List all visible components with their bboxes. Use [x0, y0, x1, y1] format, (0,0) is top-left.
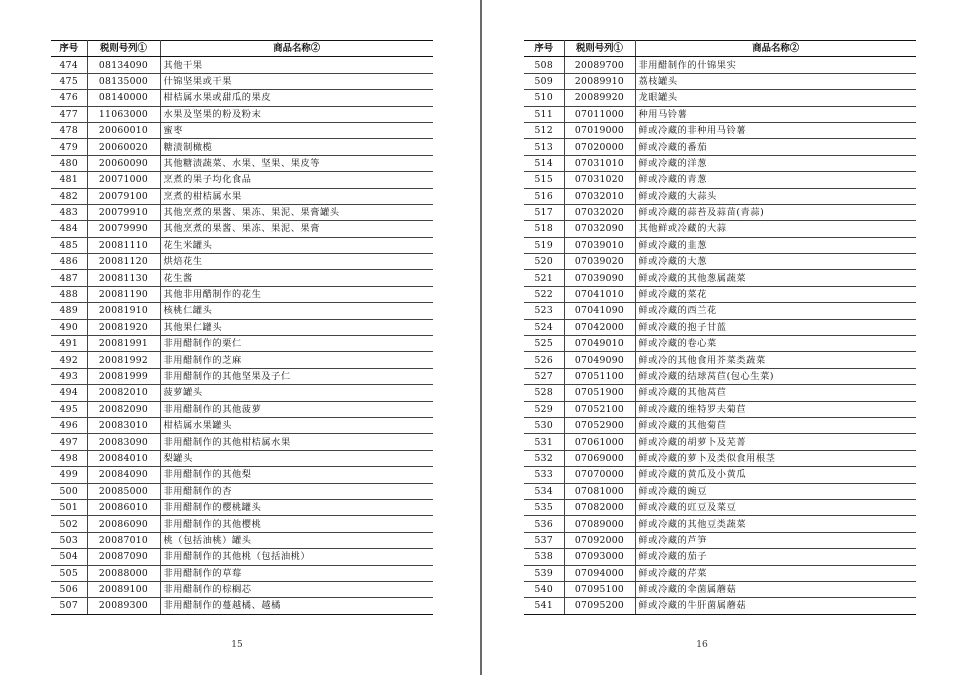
table-row [524, 221, 916, 237]
row-tariff-code: 07082000 [564, 499, 635, 515]
row-serial-number: 492 [51, 352, 87, 368]
row-tariff-code: 20060020 [87, 139, 160, 155]
row-goods-name: 鲜或冷藏的大蒜头 [635, 188, 916, 204]
row-tariff-code: 20083090 [87, 434, 160, 450]
row-serial-number: 476 [51, 90, 87, 106]
row-goods-name: 花生酱 [160, 270, 433, 286]
row-tariff-code: 20089700 [564, 57, 635, 73]
row-goods-name: 鲜或冷藏的茄子 [635, 549, 916, 565]
row-tariff-code: 20081920 [87, 319, 160, 335]
row-serial-number: 486 [51, 254, 87, 270]
row-goods-name: 非用醋制作的其他梨 [160, 467, 433, 483]
table-row [51, 565, 433, 581]
table-row [524, 122, 916, 138]
row-serial-number: 532 [524, 450, 564, 466]
row-serial-number: 537 [524, 532, 564, 548]
row-serial-number: 501 [51, 499, 87, 515]
table-row [524, 368, 916, 384]
row-tariff-code: 20060090 [87, 155, 160, 171]
row-serial-number: 482 [51, 188, 87, 204]
row-tariff-code: 20081130 [87, 270, 160, 286]
table-row [51, 270, 433, 286]
row-tariff-code: 20071000 [87, 172, 160, 188]
row-tariff-code: 07032010 [564, 188, 635, 204]
row-goods-name: 鲜或冷藏的其他菊苣 [635, 417, 916, 433]
row-goods-name: 鲜或冷藏的洋葱 [635, 155, 916, 171]
table-row [524, 303, 916, 319]
row-serial-number: 516 [524, 188, 564, 204]
column-header-goods-name: 商品名称② [635, 41, 916, 57]
table-row [524, 483, 916, 499]
row-tariff-code: 20084090 [87, 467, 160, 483]
row-tariff-code: 07051100 [564, 368, 635, 384]
row-goods-name: 非用醋制作的其他柑桔属水果 [160, 434, 433, 450]
row-goods-name: 菠萝罐头 [160, 385, 433, 401]
row-tariff-code: 20081910 [87, 303, 160, 319]
row-tariff-code: 07052100 [564, 401, 635, 417]
row-serial-number: 530 [524, 417, 564, 433]
row-goods-name: 鲜或冷藏的结球莴苣(包心生菜) [635, 368, 916, 384]
row-serial-number: 521 [524, 270, 564, 286]
row-goods-name: 其他非用醋制作的花生 [160, 286, 433, 302]
row-goods-name: 非用醋制作的杏 [160, 483, 433, 499]
row-goods-name: 桃（包括油桃）罐头 [160, 532, 433, 548]
row-goods-name: 其他干果 [160, 57, 433, 73]
row-serial-number: 531 [524, 434, 564, 450]
row-serial-number: 495 [51, 401, 87, 417]
table-row [524, 417, 916, 433]
row-serial-number: 525 [524, 336, 564, 352]
table-row [51, 303, 433, 319]
table-body [524, 57, 916, 614]
row-goods-name: 非用醋制作的其他樱桃 [160, 516, 433, 532]
table-body [51, 57, 433, 614]
row-goods-name: 鲜或冷藏的其他莴苣 [635, 385, 916, 401]
row-goods-name: 非用醋制作的蔓越橘、越橘 [160, 598, 433, 614]
row-tariff-code: 08140000 [87, 90, 160, 106]
row-goods-name: 梨罐头 [160, 450, 433, 466]
row-serial-number: 497 [51, 434, 87, 450]
row-serial-number: 483 [51, 204, 87, 220]
row-goods-name: 非用醋制作的其他坚果及子仁 [160, 368, 433, 384]
table-row [524, 385, 916, 401]
table-row [51, 106, 433, 122]
table-row [51, 434, 433, 450]
row-tariff-code: 20081992 [87, 352, 160, 368]
table-row [51, 286, 433, 302]
table-row [51, 450, 433, 466]
row-serial-number: 488 [51, 286, 87, 302]
row-serial-number: 540 [524, 581, 564, 597]
row-tariff-code: 20087090 [87, 549, 160, 565]
row-goods-name: 其他鲜或冷藏的大蒜 [635, 221, 916, 237]
row-tariff-code: 07069000 [564, 450, 635, 466]
table-row [51, 581, 433, 597]
row-goods-name: 鲜或冷藏的抱子甘蓝 [635, 319, 916, 335]
row-serial-number: 480 [51, 155, 87, 171]
row-serial-number: 523 [524, 303, 564, 319]
row-tariff-code: 08134090 [87, 57, 160, 73]
row-goods-name: 柑桔属水果罐头 [160, 417, 433, 433]
table-row [524, 581, 916, 597]
table-row [524, 270, 916, 286]
row-serial-number: 490 [51, 319, 87, 335]
row-serial-number: 484 [51, 221, 87, 237]
row-tariff-code: 07041090 [564, 303, 635, 319]
row-serial-number: 496 [51, 417, 87, 433]
row-serial-number: 485 [51, 237, 87, 253]
column-header-goods-name: 商品名称② [160, 41, 433, 57]
row-goods-name: 烘焙花生 [160, 254, 433, 270]
row-goods-name: 鲜或冷藏的其他葱属蔬菜 [635, 270, 916, 286]
row-goods-name: 鲜或冷藏的卷心菜 [635, 336, 916, 352]
row-goods-name: 非用醋制作的芝麻 [160, 352, 433, 368]
row-serial-number: 541 [524, 598, 564, 614]
row-goods-name: 鲜或冷藏的大葱 [635, 254, 916, 270]
row-serial-number: 534 [524, 483, 564, 499]
row-tariff-code: 07070000 [564, 467, 635, 483]
row-serial-number: 475 [51, 73, 87, 89]
row-serial-number: 511 [524, 106, 564, 122]
row-tariff-code: 08135000 [87, 73, 160, 89]
row-goods-name: 糖渍制橄榄 [160, 139, 433, 155]
row-goods-name: 鲜或冷藏的豇豆及菜豆 [635, 499, 916, 515]
table-row [524, 106, 916, 122]
row-goods-name: 非用醋制作的其他菠萝 [160, 401, 433, 417]
row-goods-name: 鲜或冷藏的伞菌属蘑菇 [635, 581, 916, 597]
row-tariff-code: 20089300 [87, 598, 160, 614]
row-tariff-code: 07051900 [564, 385, 635, 401]
row-serial-number: 507 [51, 598, 87, 614]
row-serial-number: 493 [51, 368, 87, 384]
row-goods-name: 其他果仁罐头 [160, 319, 433, 335]
row-tariff-code: 20089100 [87, 581, 160, 597]
table-row [51, 254, 433, 270]
row-serial-number: 491 [51, 336, 87, 352]
table-row [51, 417, 433, 433]
row-goods-name: 非用醋制作的草莓 [160, 565, 433, 581]
table-row [51, 549, 433, 565]
row-tariff-code: 07032090 [564, 221, 635, 237]
goods-table [524, 40, 916, 615]
row-serial-number: 477 [51, 106, 87, 122]
table-row [51, 204, 433, 220]
row-serial-number: 512 [524, 122, 564, 138]
row-goods-name: 鲜或冷藏的菜花 [635, 286, 916, 302]
row-serial-number: 539 [524, 565, 564, 581]
table-row [524, 565, 916, 581]
row-serial-number: 515 [524, 172, 564, 188]
table-row [524, 73, 916, 89]
row-goods-name: 荔枝罐头 [635, 73, 916, 89]
row-goods-name: 鲜或冷藏的蒜苔及蒜苗(青蒜) [635, 204, 916, 220]
row-tariff-code: 07039010 [564, 237, 635, 253]
row-tariff-code: 20081110 [87, 237, 160, 253]
row-tariff-code: 07042000 [564, 319, 635, 335]
row-goods-name: 鲜或冷藏的青葱 [635, 172, 916, 188]
column-header-serial: 序号 [51, 41, 87, 57]
row-tariff-code: 20083010 [87, 417, 160, 433]
table-row [51, 319, 433, 335]
row-serial-number: 508 [524, 57, 564, 73]
row-tariff-code: 07094000 [564, 565, 635, 581]
table-row [524, 254, 916, 270]
row-goods-name: 鲜或冷藏的韭葱 [635, 237, 916, 253]
table-row [51, 122, 433, 138]
table-row [524, 336, 916, 352]
row-goods-name: 鲜或冷藏的牛肝菌属蘑菇 [635, 598, 916, 614]
table-row [524, 319, 916, 335]
column-header-serial: 序号 [524, 41, 564, 57]
row-goods-name: 种用马铃薯 [635, 106, 916, 122]
table-row [51, 221, 433, 237]
row-goods-name: 非用醋制作的棕榈芯 [160, 581, 433, 597]
row-tariff-code: 07092000 [564, 532, 635, 548]
table-row [51, 532, 433, 548]
row-goods-name: 鲜或冷藏的芦笋 [635, 532, 916, 548]
table-row [51, 483, 433, 499]
table-row [524, 286, 916, 302]
document-page-16 [482, 0, 960, 675]
table-row [524, 90, 916, 106]
row-goods-name: 其他烹煮的果酱、果冻、果泥、果膏罐头 [160, 204, 433, 220]
row-goods-name: 花生米罐头 [160, 237, 433, 253]
table-row [524, 204, 916, 220]
table-row [524, 188, 916, 204]
row-tariff-code: 07089000 [564, 516, 635, 532]
row-tariff-code: 20089910 [564, 73, 635, 89]
row-goods-name: 鲜或冷藏的西兰花 [635, 303, 916, 319]
table-row [51, 516, 433, 532]
table-row [51, 598, 433, 614]
row-tariff-code: 20082090 [87, 401, 160, 417]
table-row [51, 467, 433, 483]
row-serial-number: 533 [524, 467, 564, 483]
row-goods-name: 鲜或冷藏的其他豆类蔬菜 [635, 516, 916, 532]
table-row [524, 516, 916, 532]
row-tariff-code: 20082010 [87, 385, 160, 401]
row-tariff-code: 07095100 [564, 581, 635, 597]
row-tariff-code: 20084010 [87, 450, 160, 466]
table-row [51, 73, 433, 89]
column-header-tariff-code: 税则号列① [564, 41, 635, 57]
table-row [524, 499, 916, 515]
row-serial-number: 517 [524, 204, 564, 220]
row-tariff-code: 20079990 [87, 221, 160, 237]
table-row [51, 139, 433, 155]
table-row [51, 336, 433, 352]
row-goods-name: 柑桔属水果或甜瓜的果皮 [160, 90, 433, 106]
row-goods-name: 鲜或冷藏的豌豆 [635, 483, 916, 499]
row-tariff-code: 20081190 [87, 286, 160, 302]
row-serial-number: 529 [524, 401, 564, 417]
row-tariff-code: 07039020 [564, 254, 635, 270]
row-tariff-code: 20060010 [87, 122, 160, 138]
row-serial-number: 474 [51, 57, 87, 73]
row-tariff-code: 07031020 [564, 172, 635, 188]
row-goods-name: 其他糖渍蔬菜、水果、坚果、果皮等 [160, 155, 433, 171]
row-serial-number: 513 [524, 139, 564, 155]
row-serial-number: 504 [51, 549, 87, 565]
table-row [51, 385, 433, 401]
row-tariff-code: 20081991 [87, 336, 160, 352]
row-goods-name: 鲜或冷藏的黄瓜及小黄瓜 [635, 467, 916, 483]
row-goods-name: 鲜或冷藏的胡萝卜及芜菁 [635, 434, 916, 450]
row-tariff-code: 20079100 [87, 188, 160, 204]
row-tariff-code: 20079910 [87, 204, 160, 220]
row-serial-number: 522 [524, 286, 564, 302]
row-serial-number: 478 [51, 122, 87, 138]
table-row [524, 57, 916, 73]
row-serial-number: 489 [51, 303, 87, 319]
row-tariff-code: 07095200 [564, 598, 635, 614]
row-tariff-code: 07039090 [564, 270, 635, 286]
row-serial-number: 510 [524, 90, 564, 106]
row-tariff-code: 20089920 [564, 90, 635, 106]
row-goods-name: 鲜或冷藏的番茄 [635, 139, 916, 155]
row-serial-number: 514 [524, 155, 564, 171]
row-serial-number: 481 [51, 172, 87, 188]
row-serial-number: 524 [524, 319, 564, 335]
table-row [51, 237, 433, 253]
row-tariff-code: 20085000 [87, 483, 160, 499]
table-row [524, 598, 916, 614]
row-goods-name: 非用醋制作的樱桃罐头 [160, 499, 433, 515]
row-serial-number: 487 [51, 270, 87, 286]
table-row [524, 434, 916, 450]
page-number: 15 [231, 640, 243, 650]
table-header-row [524, 41, 916, 57]
row-tariff-code: 07020000 [564, 139, 635, 155]
row-serial-number: 526 [524, 352, 564, 368]
row-tariff-code: 20087010 [87, 532, 160, 548]
row-tariff-code: 07011000 [564, 106, 635, 122]
row-goods-name: 非用醋制作的什锦果实 [635, 57, 916, 73]
row-serial-number: 500 [51, 483, 87, 499]
row-serial-number: 502 [51, 516, 87, 532]
row-tariff-code: 07061000 [564, 434, 635, 450]
row-serial-number: 499 [51, 467, 87, 483]
row-serial-number: 520 [524, 254, 564, 270]
goods-table [51, 40, 433, 615]
row-serial-number: 527 [524, 368, 564, 384]
row-goods-name: 鲜或冷藏的维特罗夫菊苣 [635, 401, 916, 417]
table-row [524, 352, 916, 368]
row-tariff-code: 07093000 [564, 549, 635, 565]
row-tariff-code: 07031010 [564, 155, 635, 171]
row-serial-number: 536 [524, 516, 564, 532]
table-row [524, 532, 916, 548]
row-goods-name: 非用醋制作的栗仁 [160, 336, 433, 352]
row-goods-name: 什锦坚果或干果 [160, 73, 433, 89]
row-tariff-code: 07052900 [564, 417, 635, 433]
table-row [524, 450, 916, 466]
table-row [51, 499, 433, 515]
row-goods-name: 核桃仁罐头 [160, 303, 433, 319]
row-tariff-code: 07019000 [564, 122, 635, 138]
row-serial-number: 528 [524, 385, 564, 401]
row-serial-number: 503 [51, 532, 87, 548]
row-goods-name: 非用醋制作的其他桃（包括油桃） [160, 549, 433, 565]
table-row [524, 155, 916, 171]
table-row [524, 237, 916, 253]
row-tariff-code: 20081120 [87, 254, 160, 270]
table-row [51, 401, 433, 417]
table-row [51, 90, 433, 106]
table-row [51, 368, 433, 384]
row-tariff-code: 07041010 [564, 286, 635, 302]
row-tariff-code: 07032020 [564, 204, 635, 220]
row-serial-number: 538 [524, 549, 564, 565]
row-goods-name: 烹煮的果子均化食品 [160, 172, 433, 188]
row-tariff-code: 20086010 [87, 499, 160, 515]
table-row [524, 401, 916, 417]
table-row [51, 188, 433, 204]
row-serial-number: 498 [51, 450, 87, 466]
row-goods-name: 烹煮的柑桔属水果 [160, 188, 433, 204]
table-row [51, 352, 433, 368]
column-header-tariff-code: 税则号列① [87, 41, 160, 57]
table-row [524, 139, 916, 155]
row-serial-number: 494 [51, 385, 87, 401]
row-serial-number: 519 [524, 237, 564, 253]
row-goods-name: 鲜或冷藏的芹菜 [635, 565, 916, 581]
row-tariff-code: 20081999 [87, 368, 160, 384]
row-goods-name: 其他烹煮的果酱、果冻、果泥、果膏 [160, 221, 433, 237]
table-row [51, 57, 433, 73]
row-serial-number: 518 [524, 221, 564, 237]
row-tariff-code: 07049090 [564, 352, 635, 368]
table-row [524, 172, 916, 188]
row-tariff-code: 20088000 [87, 565, 160, 581]
row-tariff-code: 07049010 [564, 336, 635, 352]
page-number: 16 [696, 640, 708, 650]
row-serial-number: 505 [51, 565, 87, 581]
row-serial-number: 509 [524, 73, 564, 89]
row-goods-name: 鲜或冷藏的萝卜及类似食用根茎 [635, 450, 916, 466]
row-serial-number: 506 [51, 581, 87, 597]
row-tariff-code: 07081000 [564, 483, 635, 499]
row-goods-name: 鲜或冷藏的非种用马铃薯 [635, 122, 916, 138]
row-serial-number: 535 [524, 499, 564, 515]
row-goods-name: 水果及坚果的粉及粉末 [160, 106, 433, 122]
row-tariff-code: 11063000 [87, 106, 160, 122]
row-goods-name: 鲜或冷的其他食用芥菜类蔬菜 [635, 352, 916, 368]
row-goods-name: 蜜枣 [160, 122, 433, 138]
table-row [524, 467, 916, 483]
table-row [524, 549, 916, 565]
table-row [51, 172, 433, 188]
table-header-row [51, 41, 433, 57]
row-tariff-code: 20086090 [87, 516, 160, 532]
row-goods-name: 龙眼罐头 [635, 90, 916, 106]
row-serial-number: 479 [51, 139, 87, 155]
table-row [51, 155, 433, 171]
